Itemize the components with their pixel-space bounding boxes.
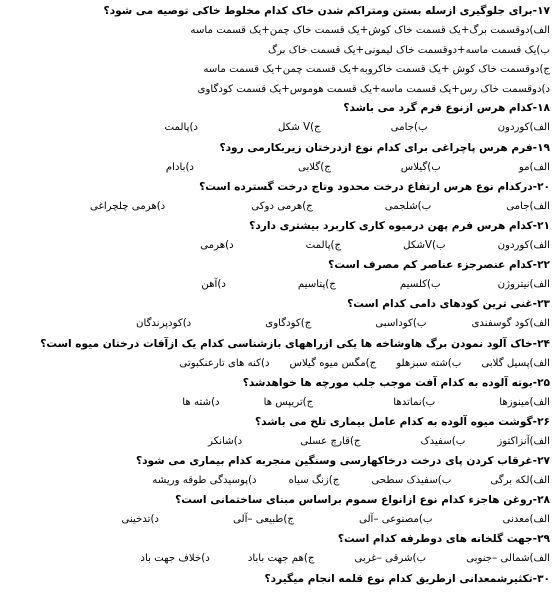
question-q27-option-2: ب)سفیدک سطحی: [371, 475, 452, 487]
question-q17-title: ۱۷-برای جلوگیری ازسله بستن ومتراکم شدن خاک کدام مخلوط خاکی توصیه می شود؟: [103, 5, 550, 17]
question-q24-title: ۲۴-خاک آلود نمودن برگ هاوشاخه ها یکی ازراههای بازشناسی کدام یک ازآفات درختان میوه است؟: [40, 337, 550, 350]
question-q18-option-1: الف)کوردون: [497, 122, 550, 134]
question-q23-option-2: ب)کوداسبی: [375, 318, 427, 330]
question-q27-options: [8, 471, 550, 491]
question-q23-options: [8, 314, 550, 334]
question-q26-title: ۲۶-گوشت میوه آلوده به کدام عامل بیماری تلخ می باشد؟: [254, 415, 550, 428]
question-q26-option-3: ج)قارچ عسلی: [300, 435, 361, 447]
question-q20-title: ۲۰-درکدام نوع هرس ارتفاع درخت محدود وتاج درخت گسترده است؟: [199, 180, 550, 193]
question-q21-options: [8, 236, 550, 256]
question-q21-option-1: الف)کوردون: [497, 239, 550, 251]
question-q21-option-3: ج)پالمت: [305, 239, 342, 251]
question-q26-options: [8, 432, 550, 452]
question-q20-option-1: الف)جامی: [506, 200, 550, 212]
question-q21-title: ۲۱-کدام هرس فرم پهن درمیوه کاری کاربرد بیشتری دارد؟: [249, 219, 550, 232]
question-q23-option-4: د)کودپرندگان: [135, 318, 192, 330]
question-q22-option-4: د)آهن: [201, 279, 226, 291]
question-q28-title: ۲۸-روغن هاجزء کدام نوع ازانواع سموم براساس مبنای ساختمانی است؟: [175, 494, 550, 507]
question-q29-option-2: ب)شرقی –غربی: [354, 553, 427, 565]
question-q19-title: ۱۹-فرم هرس پاچراغی برای کدام نوع ازدرختان زیربکارمی رود؟: [219, 141, 550, 154]
question-q22-option-2: ب)کلسیم: [399, 279, 441, 291]
question-q19-option-1: الف)مو: [518, 161, 550, 173]
question-q29-options: [8, 549, 550, 569]
question-q27-option-4: د)پوسیدگی طوقه وریشه: [152, 475, 257, 487]
question-q24-option-2: ب)شته سبزهلو: [396, 357, 462, 369]
question-q25-option-3: ج)تریپس ها: [263, 396, 314, 408]
question-q22-options: [8, 275, 550, 295]
question-q28-option-2: ب)مصنوعی –آلی: [358, 514, 433, 526]
question-q27-title: ۲۷-غرقاب کردن پای درخت درخاکهارسی وسنگین منجربه کدام بیماری می شود؟: [135, 455, 550, 468]
question-q29-option-4: د)خلاف جهت باد: [140, 553, 210, 565]
question-q20-option-4: د)هرمی چلچراغی: [90, 200, 166, 212]
question-q28-option-3: ج)طبیعی –آلی: [232, 514, 294, 526]
question-q20-options: [8, 197, 550, 217]
question-q17-option-1: الف)دوقسمت برگ+یک قسمت خاک کوش+یک قسمت خاک چمن+یک قسمت ماسه: [190, 25, 550, 36]
question-q18-options: [8, 118, 550, 138]
question-q21-option-4: د)هرمی: [200, 239, 234, 251]
question-q18-option-2: ب)جامی: [390, 122, 428, 134]
question-q25-title: ۲۵-بوته آلوده به کدام آفت موجب جلب مورچه ها خواهدشد؟: [242, 376, 550, 389]
question-q17-option-4: د)دوقسمت خاک رس+یک قسمت ماسه+یک قسمت هوموس+یک قسمت کودگاوی: [197, 83, 550, 95]
question-q20-option-3: ج)هرمی دوکی: [251, 200, 313, 212]
question-q18-option-4: د)پالمت: [164, 122, 198, 134]
question-q29-option-3: ج)هم جهت باباد: [247, 553, 315, 565]
question-q22-title: ۲۲-کدام عنصرجزء عناصر کم مصرف است؟: [328, 259, 550, 272]
question-q26-option-4: د)شانکر: [207, 435, 243, 447]
question-q17-option-2: ب)یک قسمت ماسه+دوقسمت خاک لیمونی+یک قسمت خاک برگ: [267, 44, 550, 56]
question-q21-option-2: ب)Vشکل: [403, 239, 446, 251]
question-q17-option-3: ج)دوقسمت خاک کوش +یک قسمت خاکروبه+یک قسمت چمن+یک قسمت ماسه: [203, 64, 550, 76]
question-q25-option-4: د)شته ها: [182, 396, 220, 408]
question-q28-options: [8, 510, 550, 530]
question-q24-option-1: الف)پسیل گلابی: [481, 357, 550, 369]
question-q29-option-1: الف)شمالی –جنوبی: [466, 553, 550, 565]
question-q27-option-3: ج)زنگ سیاه: [288, 475, 340, 487]
question-q19-option-4: د)بادام: [165, 161, 194, 173]
question-q25-option-2: ب)نماتدها: [393, 396, 436, 408]
question-q23-title: ۲۳-غنی ترین کودهای دامی کدام است؟: [347, 298, 550, 311]
question-q26-option-1: الف)آنزاکتوز: [497, 435, 550, 447]
question-q22-option-3: ج)پتاسیم: [297, 279, 336, 291]
question-q22-option-1: الف)نیتروژن: [497, 279, 550, 291]
question-q18-title: ۱۸-کدام هرس ازنوع فرم گرد می باشد؟: [343, 102, 550, 115]
question-q30-title: ۳۰-تکثیرشمعدانی ازطریق کدام نوع قلمه انجام میگیرد؟: [264, 572, 550, 585]
question-q19-options: [8, 158, 550, 178]
question-q23-option-3: ج)کودگاوی: [265, 318, 312, 330]
question-q24-option-4: د)کنه های تارعنکبوتی: [179, 357, 270, 369]
question-q23-option-1: الف)کود گوسفندی: [471, 318, 550, 330]
question-q29-title: ۲۹-جهت گلخانه های دوطرفه کدام است؟: [337, 533, 550, 546]
question-q27-option-1: الف)لکه برگی: [490, 475, 550, 487]
question-q19-option-3: ج)گلابی: [297, 161, 331, 173]
question-q19-option-2: ب)گیلاس: [400, 161, 441, 173]
question-q28-option-1: الف)معدنی: [502, 514, 550, 526]
question-q25-options: [8, 393, 550, 413]
question-q24-options: [8, 354, 550, 374]
question-q28-option-4: د)تدخینی: [121, 514, 159, 526]
question-q18-option-3: ج)V شکل: [277, 122, 321, 134]
question-q26-option-2: ب)سفیدک: [420, 435, 466, 447]
question-q25-option-1: الف)مینوزها: [499, 396, 550, 408]
question-q20-option-2: ب)شلجمی: [384, 200, 432, 212]
question-q24-option-3: ج)مگس میوه گیلاس: [289, 357, 377, 369]
